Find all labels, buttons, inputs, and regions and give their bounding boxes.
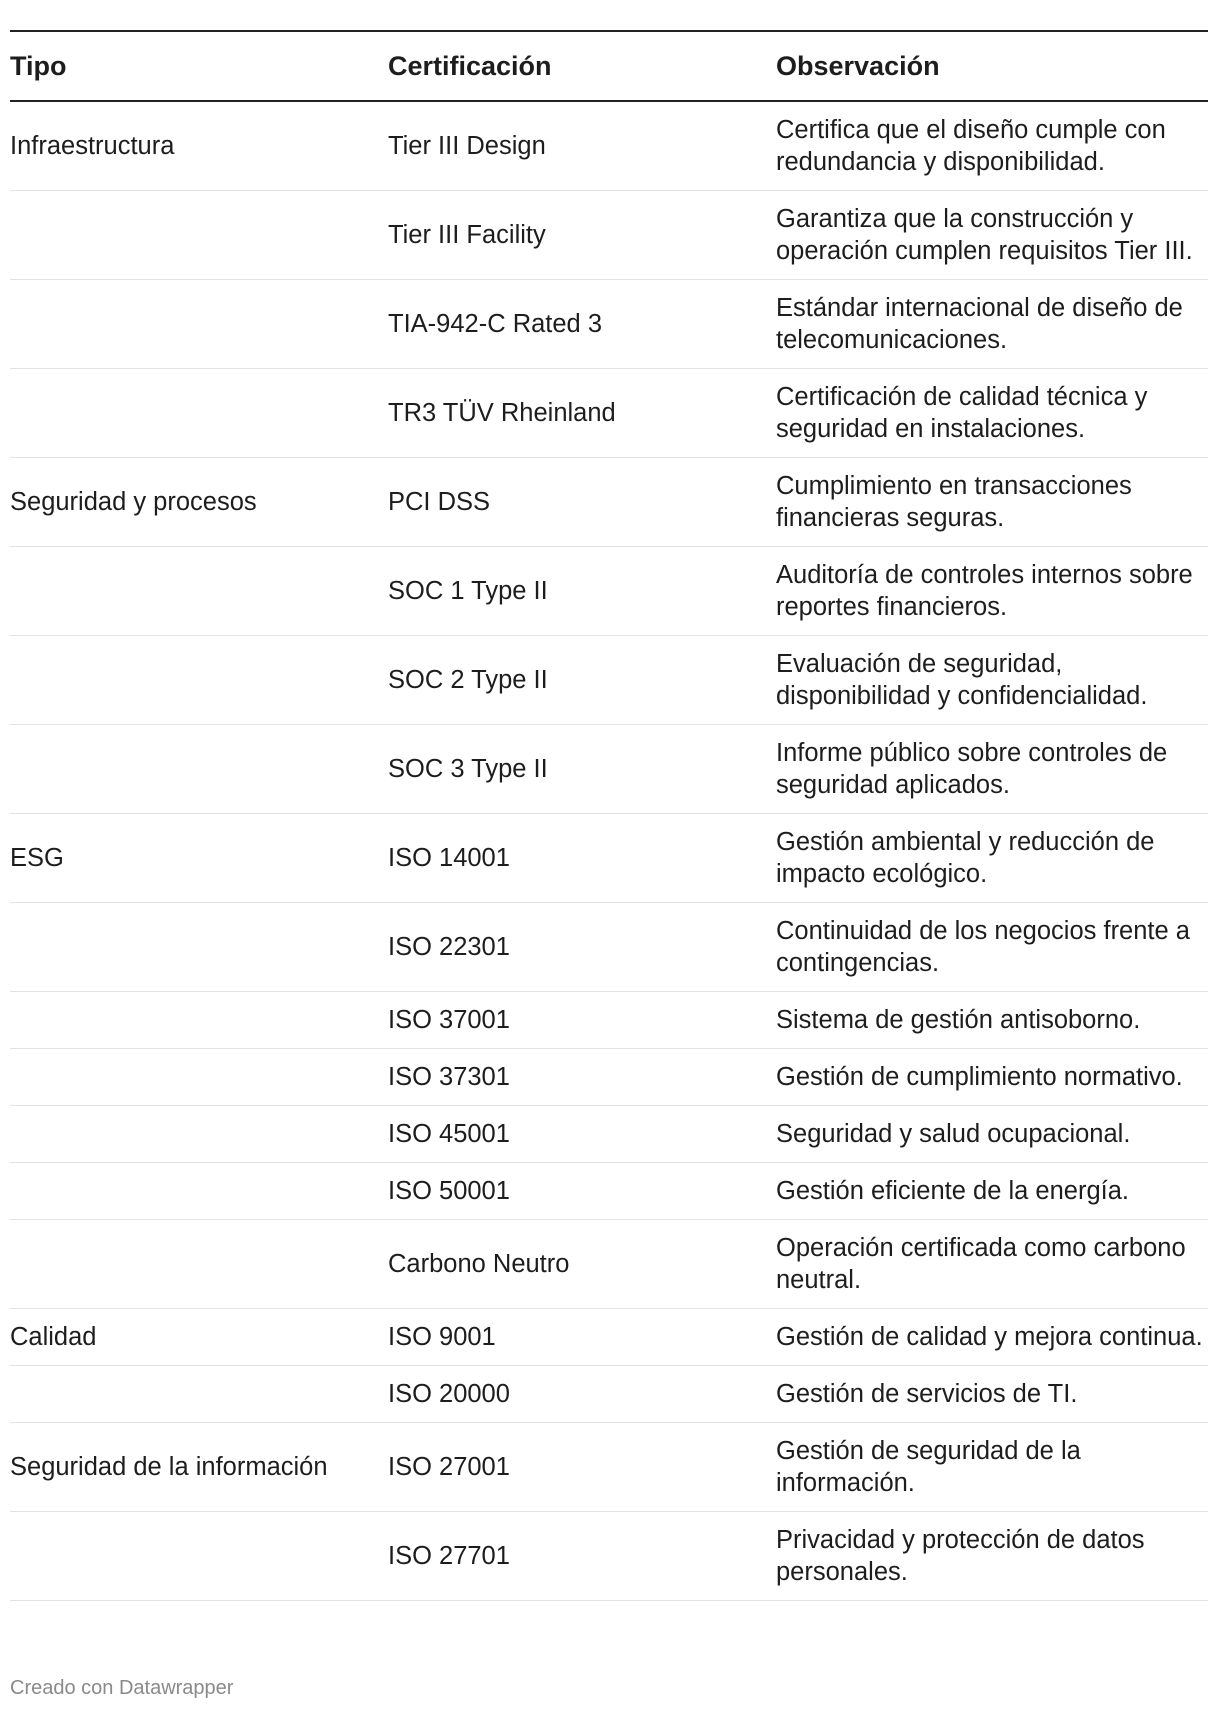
cell-observacion: Informe público sobre controles de seguridad aplicados. [776, 725, 1208, 814]
cell-certificacion: SOC 3 Type II [388, 725, 776, 814]
table-row [10, 101, 1208, 191]
cell-tipo [10, 1163, 388, 1220]
cell-tipo: ESG [10, 814, 388, 903]
header-certificacion: Certificación [388, 31, 776, 101]
cell-tipo [10, 369, 388, 458]
cell-certificacion: Tier III Facility [388, 191, 776, 280]
cell-observacion: Cumplimiento en transacciones financieras seguras. [776, 458, 1208, 547]
cell-observacion: Estándar internacional de diseño de telecomunicaciones. [776, 280, 1208, 369]
cell-certificacion: ISO 27701 [388, 1512, 776, 1601]
table-row [10, 1106, 1208, 1163]
table-row [10, 1512, 1208, 1601]
cell-certificacion: ISO 22301 [388, 903, 776, 992]
table-row [10, 1163, 1208, 1220]
table-header [10, 31, 1208, 101]
cell-tipo: Calidad [10, 1309, 388, 1366]
table-row [10, 458, 1208, 547]
header-observacion: Observación [776, 31, 1208, 101]
cell-certificacion: SOC 2 Type II [388, 636, 776, 725]
cell-observacion: Auditoría de controles internos sobre reportes financieros. [776, 547, 1208, 636]
cell-tipo: Seguridad de la información [10, 1423, 388, 1512]
cell-certificacion: ISO 20000 [388, 1366, 776, 1423]
cell-observacion: Garantiza que la construcción y operación cumplen requisitos Tier III. [776, 191, 1208, 280]
cell-observacion: Privacidad y protección de datos personales. [776, 1512, 1208, 1601]
cell-certificacion: ISO 9001 [388, 1309, 776, 1366]
cell-observacion: Gestión ambiental y reducción de impacto ecológico. [776, 814, 1208, 903]
table-row [10, 191, 1208, 280]
certifications-table [10, 30, 1208, 1601]
cell-tipo: Seguridad y procesos [10, 458, 388, 547]
cell-observacion: Gestión eficiente de la energía. [776, 1163, 1208, 1220]
cell-certificacion: TIA-942-C Rated 3 [388, 280, 776, 369]
cell-tipo [10, 992, 388, 1049]
table-row [10, 1220, 1208, 1309]
cell-observacion: Certificación de calidad técnica y seguridad en instalaciones. [776, 369, 1208, 458]
table-row [10, 547, 1208, 636]
cell-tipo [10, 903, 388, 992]
cell-observacion: Gestión de cumplimiento normativo. [776, 1049, 1208, 1106]
cell-certificacion: ISO 37001 [388, 992, 776, 1049]
cell-tipo [10, 1106, 388, 1163]
cell-tipo [10, 191, 388, 280]
cell-certificacion: ISO 27001 [388, 1423, 776, 1512]
credit-text: Creado con Datawrapper [10, 1677, 234, 1699]
table-row [10, 1309, 1208, 1366]
table-row [10, 369, 1208, 458]
cell-observacion: Operación certificada como carbono neutral. [776, 1220, 1208, 1309]
cell-tipo [10, 1512, 388, 1601]
cell-certificacion: TR3 TÜV Rheinland [388, 369, 776, 458]
cell-tipo [10, 725, 388, 814]
header-row [10, 31, 1208, 101]
cell-certificacion: ISO 37301 [388, 1049, 776, 1106]
cell-observacion: Gestión de seguridad de la información. [776, 1423, 1208, 1512]
header-tipo: Tipo [10, 31, 388, 101]
table-row [10, 725, 1208, 814]
cell-tipo [10, 547, 388, 636]
table-row [10, 992, 1208, 1049]
table-row [10, 814, 1208, 903]
cell-certificacion: ISO 45001 [388, 1106, 776, 1163]
cell-certificacion: Carbono Neutro [388, 1220, 776, 1309]
cell-certificacion: PCI DSS [388, 458, 776, 547]
table-row [10, 1366, 1208, 1423]
cell-observacion: Gestión de calidad y mejora continua. [776, 1309, 1208, 1366]
cell-certificacion: ISO 50001 [388, 1163, 776, 1220]
cell-tipo [10, 1366, 388, 1423]
cell-observacion: Seguridad y salud ocupacional. [776, 1106, 1208, 1163]
table-container [10, 30, 1208, 1601]
cell-observacion: Evaluación de seguridad, disponibilidad y confidencialidad. [776, 636, 1208, 725]
table-row [10, 280, 1208, 369]
cell-certificacion: SOC 1 Type II [388, 547, 776, 636]
table-row [10, 903, 1208, 992]
cell-observacion: Gestión de servicios de TI. [776, 1366, 1208, 1423]
table-body [10, 101, 1208, 1601]
cell-tipo: Infraestructura [10, 101, 388, 191]
table-row [10, 636, 1208, 725]
cell-tipo [10, 636, 388, 725]
cell-certificacion: ISO 14001 [388, 814, 776, 903]
cell-tipo [10, 1049, 388, 1106]
cell-observacion: Continuidad de los negocios frente a contingencias. [776, 903, 1208, 992]
cell-observacion: Certifica que el diseño cumple con redundancia y disponibilidad. [776, 101, 1208, 191]
cell-certificacion: Tier III Design [388, 101, 776, 191]
table-row [10, 1423, 1208, 1512]
cell-observacion: Sistema de gestión antisoborno. [776, 992, 1208, 1049]
cell-tipo [10, 280, 388, 369]
cell-tipo [10, 1220, 388, 1309]
table-row [10, 1049, 1208, 1106]
